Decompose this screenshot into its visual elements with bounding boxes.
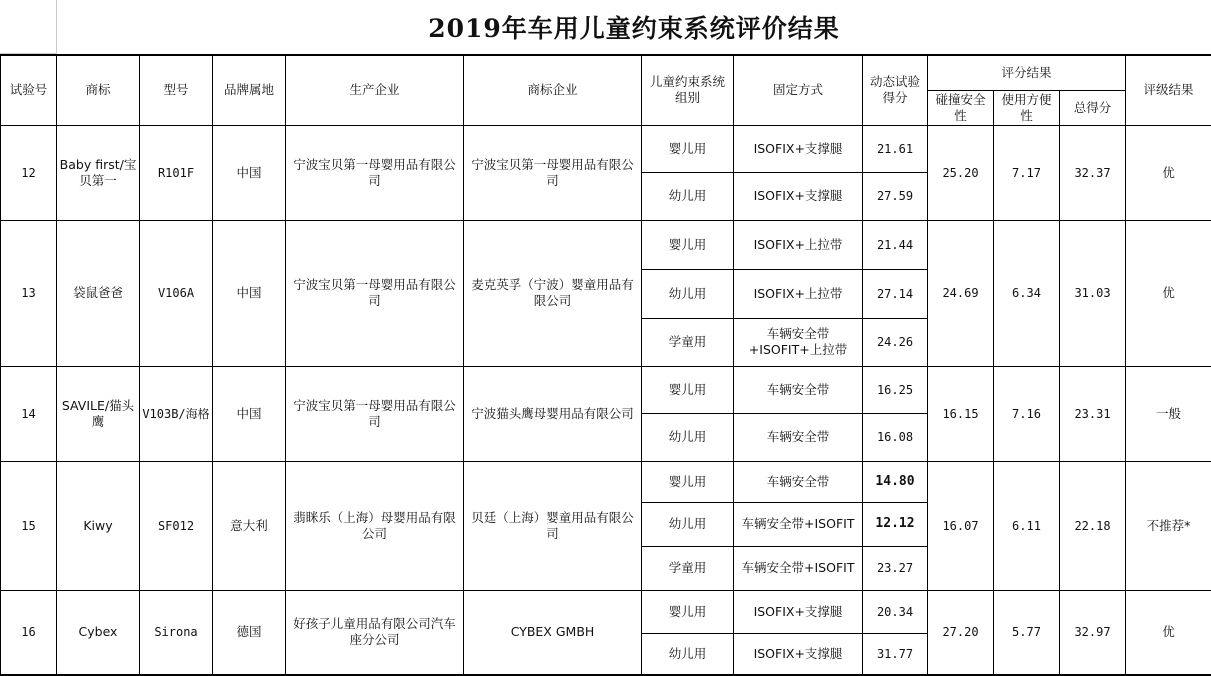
title-row [0, 0, 1211, 54]
header-test-no[interactable]: 试验号 [1, 55, 57, 125]
cell-dynamic[interactable]: 21.44 [863, 220, 928, 269]
cell-collision[interactable]: 24.69 [928, 220, 994, 366]
cell-group[interactable]: 幼儿用 [642, 413, 734, 461]
header-group[interactable]: 儿童约束系统组别 [642, 55, 734, 125]
cell-brand[interactable]: 袋鼠爸爸 [57, 220, 140, 366]
cell-collision[interactable]: 27.20 [928, 590, 994, 675]
cell-dynamic[interactable]: 21.61 [863, 125, 928, 172]
page-title: 2019年车用儿童约束系统评价结果 [428, 14, 840, 43]
cell-brand-company[interactable]: 宁波猫头鹰母婴用品有限公司 [464, 366, 642, 461]
cell-manufacturer[interactable]: 好孩子儿童用品有限公司汽车座分公司 [286, 590, 464, 675]
cell-fixing[interactable]: 车辆安全带+ISOFIT+上拉带 [734, 318, 863, 366]
cell-rating[interactable]: 优 [1126, 590, 1211, 675]
cell-manufacturer[interactable]: 宁波宝贝第一母婴用品有限公司 [286, 220, 464, 366]
cell-test-no[interactable]: 12 [1, 125, 57, 220]
cell-fixing[interactable]: 车辆安全带 [734, 366, 863, 413]
cell-group[interactable]: 学童用 [642, 546, 734, 590]
cell-rating[interactable]: 一般 [1126, 366, 1211, 461]
table-row [1, 125, 1211, 172]
cell-origin[interactable]: 中国 [213, 125, 286, 220]
cell-group[interactable]: 幼儿用 [642, 172, 734, 220]
cell-dynamic[interactable]: 27.14 [863, 269, 928, 318]
cell-usability[interactable]: 5.77 [994, 590, 1060, 675]
cell-dynamic[interactable]: 23.27 [863, 546, 928, 590]
cell-manufacturer[interactable]: 宁波宝贝第一母婴用品有限公司 [286, 366, 464, 461]
header-origin[interactable]: 品牌属地 [213, 55, 286, 125]
cell-fixing[interactable]: 车辆安全带+ISOFIT [734, 546, 863, 590]
cell-group[interactable]: 幼儿用 [642, 502, 734, 546]
header-brand-company[interactable]: 商标企业 [464, 55, 642, 125]
header-usability[interactable]: 使用方便性 [994, 90, 1060, 125]
cell-origin[interactable]: 中国 [213, 366, 286, 461]
cell-total[interactable]: 32.37 [1060, 125, 1126, 220]
cell-group[interactable]: 幼儿用 [642, 269, 734, 318]
cell-collision[interactable]: 16.07 [928, 461, 994, 590]
cell-rating[interactable]: 优 [1126, 125, 1211, 220]
header-score-result[interactable]: 评分结果 [928, 55, 1126, 90]
cell-fixing[interactable]: ISOFIX+上拉带 [734, 269, 863, 318]
cell-brand-company[interactable]: CYBEX GMBH [464, 590, 642, 675]
cell-fixing[interactable]: ISOFIX+上拉带 [734, 220, 863, 269]
cell-model[interactable]: V106A [140, 220, 213, 366]
header-rating[interactable]: 评级结果 [1126, 55, 1211, 125]
cell-fixing[interactable]: ISOFIX+支撑腿 [734, 633, 863, 675]
cell-brand-company[interactable]: 麦克英孚（宁波）婴童用品有限公司 [464, 220, 642, 366]
cell-group[interactable]: 婴儿用 [642, 125, 734, 172]
cell-rating[interactable]: 优 [1126, 220, 1211, 366]
cell-dynamic[interactable]: 20.34 [863, 590, 928, 633]
cell-test-no[interactable]: 15 [1, 461, 57, 590]
cell-brand-company[interactable]: 贝廷（上海）婴童用品有限公司 [464, 461, 642, 590]
table-row [1, 220, 1211, 269]
cell-dynamic[interactable]: 24.26 [863, 318, 928, 366]
cell-dynamic[interactable]: 31.77 [863, 633, 928, 675]
cell-dynamic[interactable]: 12.12 [863, 502, 928, 546]
cell-dynamic[interactable]: 27.59 [863, 172, 928, 220]
cell-brand[interactable]: Cybex [57, 590, 140, 675]
cell-fixing[interactable]: ISOFIX+支撑腿 [734, 172, 863, 220]
cell-manufacturer[interactable]: 宁波宝贝第一母婴用品有限公司 [286, 125, 464, 220]
cell-total[interactable]: 31.03 [1060, 220, 1126, 366]
cell-group[interactable]: 婴儿用 [642, 220, 734, 269]
cell-brand[interactable]: Kiwy [57, 461, 140, 590]
cell-origin[interactable]: 意大利 [213, 461, 286, 590]
table-row [1, 461, 1211, 502]
results-table [0, 54, 1211, 676]
title-lead-cell[interactable] [0, 0, 57, 54]
cell-test-no[interactable]: 16 [1, 590, 57, 675]
cell-rating[interactable]: 不推荐* [1126, 461, 1211, 590]
header-brand[interactable]: 商标 [57, 55, 140, 125]
cell-dynamic[interactable]: 16.08 [863, 413, 928, 461]
cell-usability[interactable]: 7.16 [994, 366, 1060, 461]
cell-fixing[interactable]: ISOFIX+支撑腿 [734, 590, 863, 633]
cell-model[interactable]: Sirona [140, 590, 213, 675]
cell-brand[interactable]: Baby first/宝贝第一 [57, 125, 140, 220]
table-row [1, 590, 1211, 633]
cell-total[interactable]: 22.18 [1060, 461, 1126, 590]
cell-usability[interactable]: 6.11 [994, 461, 1060, 590]
cell-manufacturer[interactable]: 翡眯乐（上海）母婴用品有限公司 [286, 461, 464, 590]
cell-brand[interactable]: SAVILE/猫头鹰 [57, 366, 140, 461]
cell-dynamic[interactable]: 14.80 [863, 461, 928, 502]
cell-fixing[interactable]: 车辆安全带 [734, 413, 863, 461]
cell-group[interactable]: 婴儿用 [642, 590, 734, 633]
cell-test-no[interactable]: 13 [1, 220, 57, 366]
header-collision[interactable]: 碰撞安全性 [928, 90, 994, 125]
cell-model[interactable]: SF012 [140, 461, 213, 590]
table-row [1, 366, 1211, 413]
cell-brand-company[interactable]: 宁波宝贝第一母婴用品有限公司 [464, 125, 642, 220]
cell-usability[interactable]: 7.17 [994, 125, 1060, 220]
cell-model[interactable]: R101F [140, 125, 213, 220]
header-model[interactable]: 型号 [140, 55, 213, 125]
header-manufacturer[interactable]: 生产企业 [286, 55, 464, 125]
cell-fixing[interactable]: 车辆安全带+ISOFIT [734, 502, 863, 546]
cell-group[interactable]: 婴儿用 [642, 366, 734, 413]
cell-total[interactable]: 32.97 [1060, 590, 1126, 675]
header-dynamic[interactable]: 动态试验得分 [863, 55, 928, 125]
cell-group[interactable]: 学童用 [642, 318, 734, 366]
cell-fixing[interactable]: ISOFIX+支撑腿 [734, 125, 863, 172]
header-row [1, 55, 1211, 90]
cell-collision[interactable]: 25.20 [928, 125, 994, 220]
cell-dynamic[interactable]: 16.25 [863, 366, 928, 413]
header-total[interactable]: 总得分 [1060, 90, 1126, 125]
cell-origin[interactable]: 中国 [213, 220, 286, 366]
cell-model[interactable]: V103B/海格 [140, 366, 213, 461]
cell-usability[interactable]: 6.34 [994, 220, 1060, 366]
cell-origin[interactable]: 德国 [213, 590, 286, 675]
header-fixing[interactable]: 固定方式 [734, 55, 863, 125]
cell-total[interactable]: 23.31 [1060, 366, 1126, 461]
cell-test-no[interactable]: 14 [1, 366, 57, 461]
cell-fixing[interactable]: 车辆安全带 [734, 461, 863, 502]
cell-group[interactable]: 婴儿用 [642, 461, 734, 502]
cell-group[interactable]: 幼儿用 [642, 633, 734, 675]
cell-collision[interactable]: 16.15 [928, 366, 994, 461]
